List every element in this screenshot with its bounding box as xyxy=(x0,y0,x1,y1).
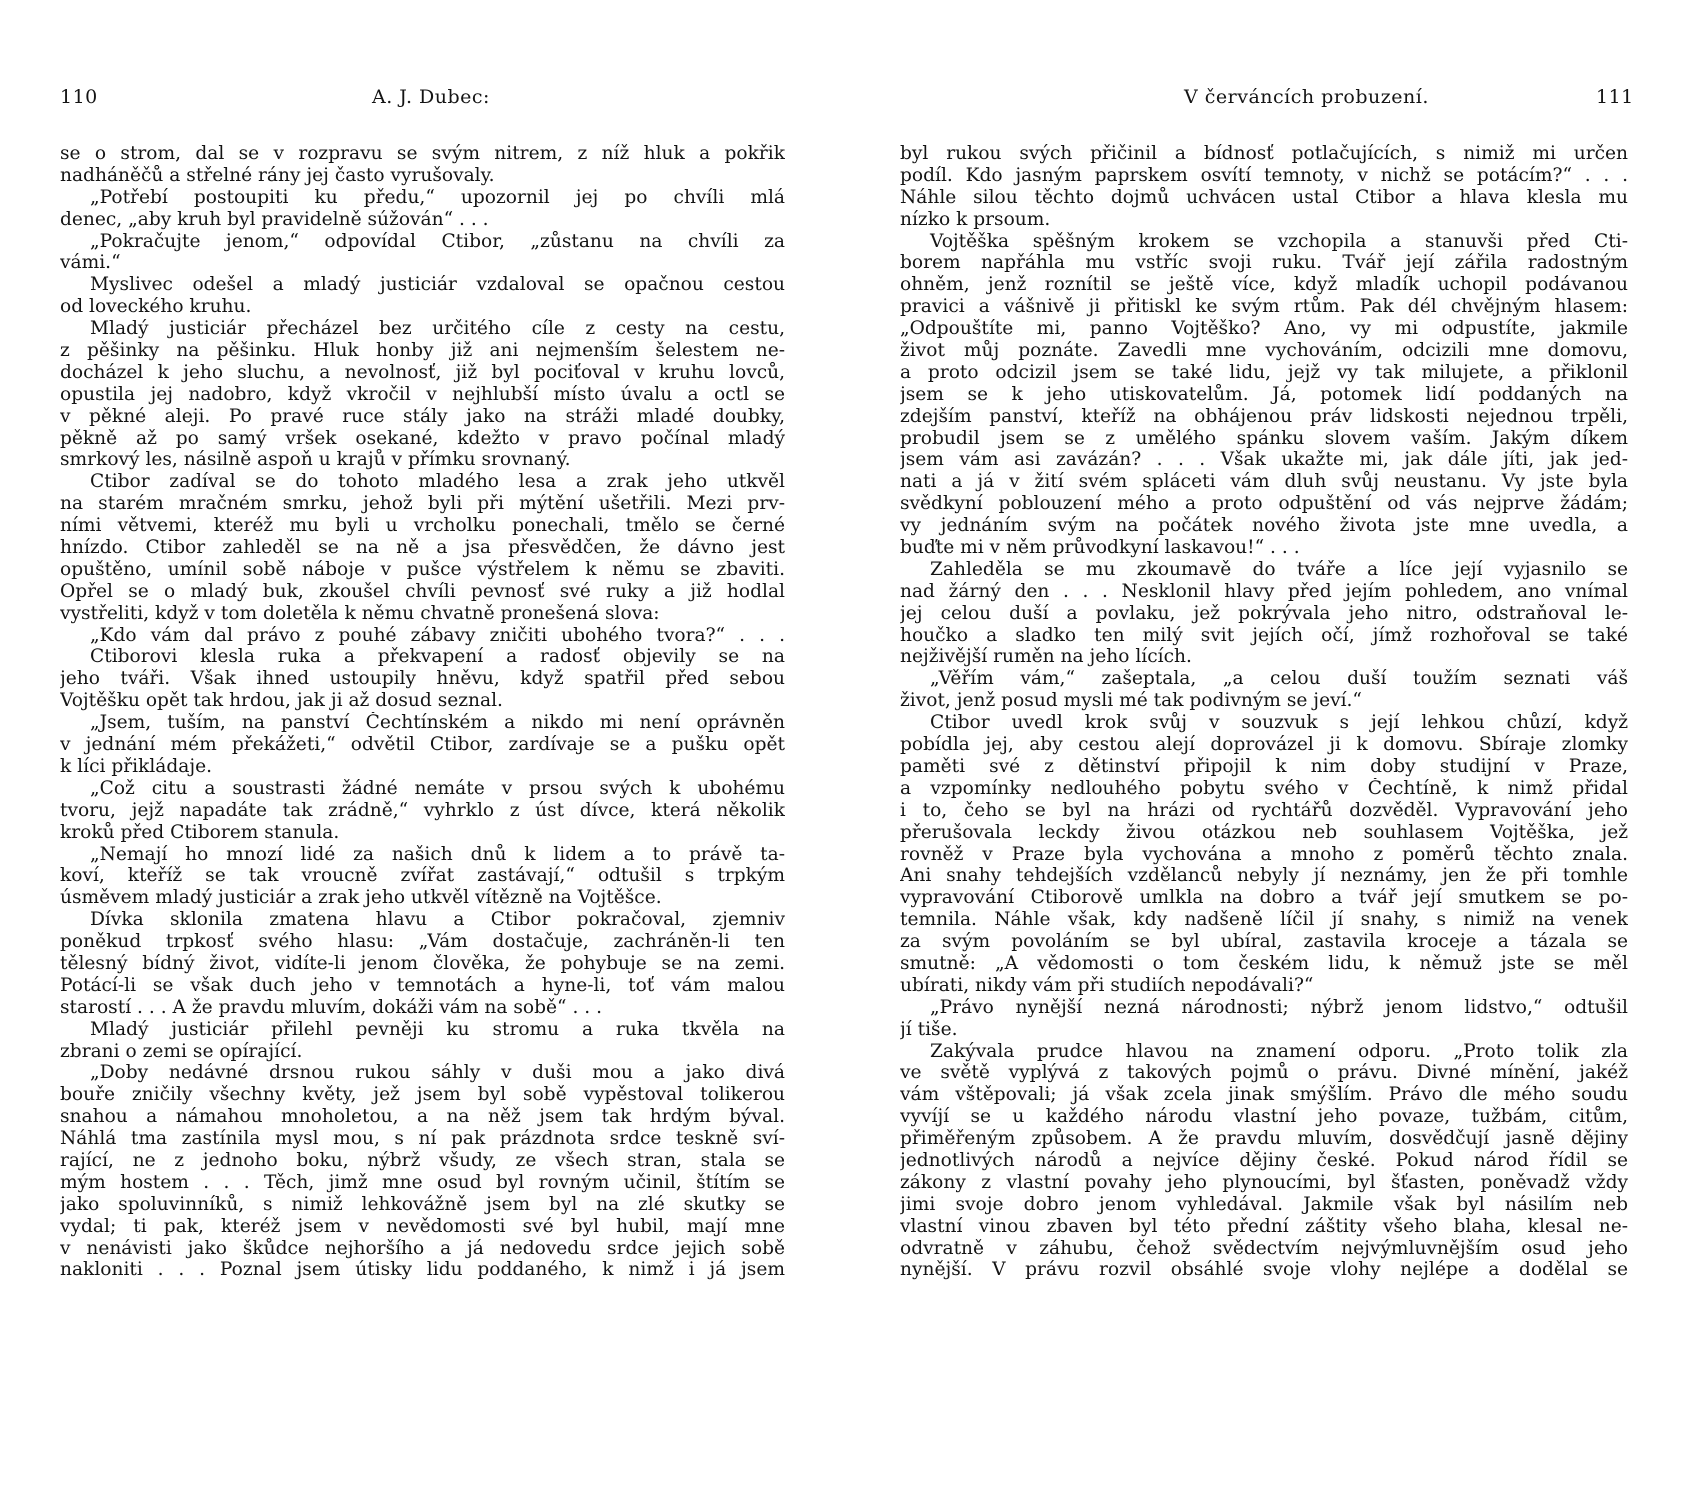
text-line: jimi svoje dobro jenom vyhledával. Jakmile však byl násilím neb xyxy=(900,1193,1628,1215)
text-line: byl rukou svých přičinil a bídnosť potlačujících, s nimiž mi určen xyxy=(900,143,1628,164)
text-line: Dívka sklonila zmatena hlavu a Ctibor pokračoval, zjemniv xyxy=(90,909,785,931)
text-line: jsem vám asi zavázán? . . . Však ukažte mi, jak dále jíti, jak jed- xyxy=(900,449,1628,471)
text-line: zdejším panství, kteříž na obhájenou práv lidskosti nejednou trpěli, xyxy=(900,405,1628,427)
text-line: Zakývala prudce hlavou na znamení odporu. „Proto tolik zla xyxy=(930,1040,1628,1062)
text-line: „Nemají ho mnozí lidé za našich dnů k lidem a to právě ta- xyxy=(90,843,785,865)
text-line: vystřeliti, když v tom doletěla k němu chvatně pronešená slova: xyxy=(60,602,660,624)
text-line: borem napřáhla mu vstříc svoji ruku. Tvář její zářila radostným xyxy=(900,252,1628,274)
text-line: „Věřím vám,“ zašeptala, „a celou duší toužím seznati váš xyxy=(930,668,1628,690)
text-line: úsměvem mladý justiciár a zrak jeho utkvěl vítězně na Vojtěšce. xyxy=(60,887,662,909)
text-line: v nenávisti jako škůdce nejhoršího a já nedovedu srdce jejich sobě xyxy=(60,1237,785,1259)
text-line: „Jsem, tuším, na panství Čechtínském a nikdo mi není oprávněn xyxy=(90,712,785,734)
text-line: odvratně v záhubu, čehož svědectvím nejvýmluvnějším osud jeho xyxy=(900,1237,1628,1259)
text-line: „Odpouštíte mi, panno Vojtěško? Ano, vy mi odpustíte, jakmile xyxy=(900,318,1628,340)
text-line: ubírati, nikdy vám při studiích nepodávali?“ xyxy=(900,974,1314,996)
text-line: vyvíjí se u každého národu vlastní jeho povaze, tužbám, citům, xyxy=(900,1106,1628,1128)
text-line: ve světě vyplývá z takových pojmů o právu. Divné mínění, jakéž xyxy=(900,1062,1628,1084)
text-line: ními větvemi, kteréž mu byli u vrcholku ponechali, tmělo se černé xyxy=(60,515,785,537)
text-line: kroků před Ctiborem stanula. xyxy=(60,821,340,843)
text-line: snahou a námahou mnoholetou, a na něž jsem tak hrdým býval. xyxy=(60,1106,785,1128)
right-page-text xyxy=(900,143,1628,1281)
text-line: vlastní vinou zbaven byl této přední záštity všeho blaha, klesal ne- xyxy=(900,1215,1628,1237)
text-line: z pěšinky na pěšinku. Hluk honby již ani nejmenším šelestem ne- xyxy=(60,340,785,362)
text-line: Mladý justiciár přilehl pevněji ku stromu a ruka tkvěla na xyxy=(90,1018,785,1040)
text-line: ohněm, jenž roznítil se ještě více, když mladík uchopil podávanou xyxy=(900,274,1628,296)
text-line: nynější. V právu rozvil obsáhlé svoje vlohy nejlépe a dodělal se xyxy=(900,1259,1628,1281)
text-line: Náhle silou těchto dojmů uchvácen ustal Ctibor a hlava klesla mu xyxy=(900,186,1628,208)
text-line: Vojtěšku opět tak hrdou, jak ji až dosud seznal. xyxy=(60,690,503,712)
text-line: Potácí-li se však duch jeho v temnotách a hyne-li, toť vám malou xyxy=(60,974,785,996)
text-line: rovněž v Praze byla vychována a mnoho z poměrů těchto znala. xyxy=(900,843,1628,865)
text-line: docházel k jeho sluchu, a nevolnosť, již byl pociťoval v kruhu lovců, xyxy=(60,361,785,383)
text-line: nejživější ruměn na jeho lících. xyxy=(900,646,1192,668)
text-line: i to, čeho se byl na hrázi od rychtářů dozvěděl. Vypravování jeho xyxy=(900,799,1628,821)
text-line: Ctibor uvedl krok svůj v souzvuk s její lehkou chůzí, když xyxy=(930,712,1628,734)
text-line: „Pokračujte jenom,“ odpovídal Ctibor, „zůstanu na chvíli za xyxy=(90,230,785,252)
text-line: „Potřebí postoupiti ku předu,“ upozornil jej po chvíli mlá xyxy=(90,186,785,208)
text-line: buďte mi v něm průvodkyní laskavou!“ . . . xyxy=(900,537,1300,559)
running-head-right: V červáncích probuzení. xyxy=(1184,86,1429,108)
text-line: v jednání mém překážeti,“ odvětil Ctibor, zardívaje se a pušku opět xyxy=(60,734,785,756)
text-line: houčko a sladko ten milý svit jejích očí, jímž rozhořoval se také xyxy=(900,624,1628,646)
text-line: zákony z vlastní povahy jeho plynoucími, byl šťasten, poněvadž vždy xyxy=(900,1171,1628,1193)
text-line: zbrani o zemi se opírající. xyxy=(60,1040,303,1062)
text-line: nakloniti . . . Poznal jsem útisky lidu poddaného, k nimž i já jsem xyxy=(60,1259,785,1281)
text-line: k líci přikládaje. xyxy=(60,755,213,777)
text-line: podíl. Kdo jasným paprskem osvítí temnoty, v nichž se potácím?“ . . . xyxy=(900,164,1628,186)
text-line: starostí . . . A že pravdu mluvím, dokáži vám na sobě“ . . . xyxy=(60,996,603,1018)
text-line: Náhlá tma zastínila mysl mou, s ní pak prázdnota srdce teskně sví- xyxy=(60,1128,785,1150)
text-line: jej celou duší a povlaku, jež pokrývala jeho nitro, odstraňoval le- xyxy=(900,602,1628,624)
left-page-text xyxy=(60,143,785,1281)
text-line: „Což citu a soustrasti žádné nemáte v prsou svých k ubohému xyxy=(90,777,785,799)
text-line: vydal; ti pak, kteréž jsem v nevědomosti své byl hubil, mají mne xyxy=(60,1215,785,1237)
text-line: nad žárný den . . . Nesklonil hlavy před jejím pohledem, ano vnímal xyxy=(900,580,1628,602)
text-line: jednotlivých národů a nejvíce dějiny české. Pokud národ řídil se xyxy=(900,1149,1628,1171)
text-line: přiměřeným způsobem. A že pravdu mluvím, dosvědčují jasně dějiny xyxy=(900,1128,1628,1150)
text-line: mým hostem . . . Těch, jimž mne osud byl rovným učinil, štítím se xyxy=(60,1171,785,1193)
text-line: na starém mračném smrku, jehož byli při mýtění ušetřili. Mezi prv- xyxy=(60,493,785,515)
text-line: svědkyní poblouzení mého a proto odpuštění od vás nejprve žádám; xyxy=(900,493,1628,515)
text-line: smrkový les, násilně aspoň u krajů v přímku srovnaný. xyxy=(60,449,571,471)
text-line: vám vštěpovali; já však zcela jinak smýšlím. Právo dle mého soudu xyxy=(900,1084,1628,1106)
running-head-left: A. J. Dubec: xyxy=(372,86,490,108)
text-line: poněkud trpkosť svého hlasu: „Vám dostačuje, zachráněn-li ten xyxy=(60,931,785,953)
text-line: a proto odcizil jsem se také lidu, jejž vy tak milujete, a přiklonil xyxy=(900,361,1628,383)
text-line: nízko k prsoum. xyxy=(900,208,1051,230)
text-line: smutně: „A vědomosti o tom českém lidu, k němuž jste se měl xyxy=(900,952,1628,974)
text-line: „Kdo vám dal právo z pouhé zábavy zničiti ubohého tvora?“ . . . xyxy=(90,624,785,646)
text-line: vámi.“ xyxy=(60,252,121,274)
text-line: a vzpomínky nedlouhého pobytu svého v Čechtíně, k nimž přidal xyxy=(900,777,1628,799)
text-line: jako spoluvinníků, s nimiž lehkovážně jsem byl na zlé skutky se xyxy=(60,1193,785,1215)
text-line: temnila. Náhle však, kdy nadšeně líčil jí snahy, s nimiž na venek xyxy=(900,909,1628,931)
text-line: nati a já v žití svém spláceti vám dluh svůj neustanu. Vy jste byla xyxy=(900,471,1628,493)
text-line: Zahleděla se mu zkoumavě do tváře a líce její vyjasnilo se xyxy=(930,558,1628,580)
text-line: koví, kteříž se tak vroucně zvířat zastávají,“ odtušil s trpkým xyxy=(60,865,785,887)
text-line: Myslivec odešel a mladý justiciár vzdaloval se opačnou cestou xyxy=(90,274,785,296)
page-number-left: 110 xyxy=(60,86,98,108)
text-line: od loveckého kruhu. xyxy=(60,296,252,318)
text-line: tělesný bídný život, vidíte-li jenom člověka, že pohybuje se na zemi. xyxy=(60,952,785,974)
page-number-right: 111 xyxy=(1596,86,1634,108)
text-line: „Právo nynější nezná národnosti; nýbrž jenom lidstvo,“ odtušil xyxy=(930,996,1628,1018)
text-line: Opřel se o mladý buk, zkoušel chvíli pevnosť své ruky a již hodlal xyxy=(60,580,785,602)
text-line: probudil jsem se z umělého spánku slovem vaším. Jakým díkem xyxy=(900,427,1628,449)
text-line: denec, „aby kruh byl pravidelně súžován“ . . . xyxy=(60,208,489,230)
text-line: Mladý justiciár přecházel bez určitého cíle z cesty na cestu, xyxy=(90,318,785,340)
text-line: pěkně až po samý vršek osekané, kdežto v pravo počínal mladý xyxy=(60,427,785,449)
text-line: pobídla jej, aby cestou alejí doprovázel ji k domovu. Sbíraje zlomky xyxy=(900,734,1628,756)
text-line: život můj poznáte. Zavedli mne vychováním, odcizili mne domovu, xyxy=(900,340,1628,362)
text-line: jí tiše. xyxy=(900,1018,958,1040)
text-line: „Doby nedávné drsnou rukou sáhly v duši mou a jako divá xyxy=(90,1062,785,1084)
text-line: rající, ne z jednoho boku, nýbrž všudy, ze všech stran, stala se xyxy=(60,1149,785,1171)
text-line: vy jednáním svým na počátek nového života jste mne uvedla, a xyxy=(900,515,1628,537)
text-line: za svým povoláním se byl ubíral, zastavila kroceje a tázala se xyxy=(900,931,1628,953)
text-line: tvoru, jejž napadáte tak zrádně,“ vyhrklo z úst dívce, která několik xyxy=(60,799,785,821)
text-line: hnízdo. Ctibor zahleděl se na ně a jsa přesvědčen, že dávno jest xyxy=(60,537,785,559)
right-page xyxy=(842,0,1684,1501)
text-line: Ani snahy tehdejších vzdělanců nebyly jí neznámy, jen že při tomhle xyxy=(900,865,1628,887)
text-line: v pěkné aleji. Po pravé ruce stály jako na stráži mladé doubky, xyxy=(60,405,785,427)
text-line: Ctiborovi klesla ruka a překvapení a radosť objevily se na xyxy=(90,646,785,668)
text-line: paměti své z dětinství připojil k nim doby studijní v Praze, xyxy=(900,755,1628,777)
text-line: Ctibor zadíval se do tohoto mladého lesa a zrak jeho utkvěl xyxy=(90,471,785,493)
text-line: bouře zničily všechny květy, jež jsem byl sobě vypěstoval tolikerou xyxy=(60,1084,785,1106)
text-line: opustila jej nadobro, když vkročil v nejhlubší místo úvalu a octl se xyxy=(60,383,785,405)
text-line: život, jenž posud mysli mé tak podivným se jeví.“ xyxy=(900,690,1362,712)
text-line: jeho tváři. Však ihned ustoupily hněvu, když spatřil před sebou xyxy=(60,668,785,690)
text-line: Vojtěška spěšným krokem se vzchopila a stanuvši před Cti- xyxy=(930,230,1628,252)
text-line: jsem se k jeho utiskovatelům. Já, potomek lidí poddaných na xyxy=(900,383,1628,405)
text-line: nadháněčů a střelné rány jej často vyrušovaly. xyxy=(60,164,495,186)
text-line: se o strom, dal se v rozpravu se svým nitrem, z níž hluk a pokřik xyxy=(60,143,785,164)
text-line: vypravování Ctiborově umlkla na dobro a tvář její smutkem se po- xyxy=(900,887,1628,909)
text-line: přerušovala leckdy živou otázkou neb souhlasem Vojtěška, jež xyxy=(900,821,1628,843)
text-line: pravici a vášnivě ji přitiskl ke svým rtům. Pak dél chvějným hlasem: xyxy=(900,296,1628,318)
text-line: opuštěno, umínil sobě náboje v pušce výstřelem k němu se zbaviti. xyxy=(60,558,785,580)
